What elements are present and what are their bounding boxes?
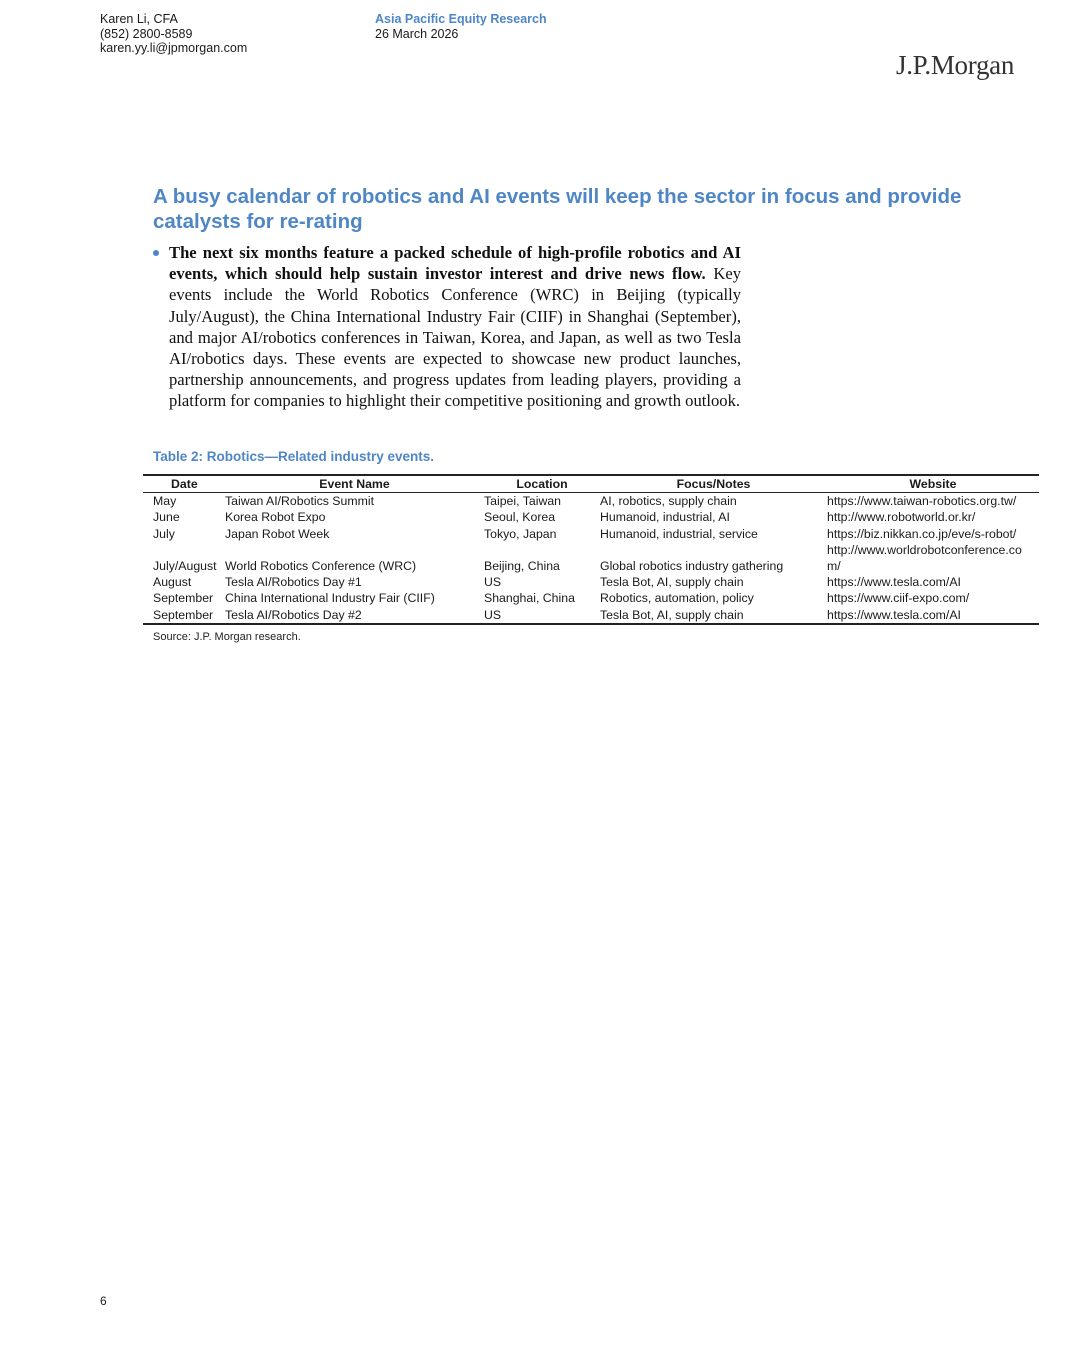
cell-event-name xyxy=(225,542,484,558)
cell-website[interactable]: m/ xyxy=(827,559,841,574)
events-table xyxy=(143,474,1039,625)
cell-focus: Humanoid, industrial, AI xyxy=(600,510,730,525)
cell-website[interactable]: https://biz.nikkan.co.jp/eve/s-robot/ xyxy=(827,526,1017,541)
table-header-row xyxy=(143,476,1039,492)
table-bottom-rule xyxy=(143,623,1039,625)
cell-focus: Global robotics industry gathering xyxy=(600,559,784,574)
cell-focus: Robotics, automation, policy xyxy=(600,591,754,606)
bullet-lead: The next six months feature a packed schedule of high-profile robotics and AI events, which should help sustain investor interest and drive news flow. xyxy=(169,243,741,284)
cell-date: August xyxy=(153,575,192,590)
table-row xyxy=(143,526,1039,542)
cell-event-name: Taiwan AI/Robotics Summit xyxy=(225,494,374,509)
cell-event-name: Tesla AI/Robotics Day #1 xyxy=(225,575,362,590)
report-title: Asia Pacific Equity Research xyxy=(375,12,547,26)
header-website: Website xyxy=(909,477,957,491)
author-phone: (852) 2800-8589 xyxy=(100,26,193,41)
cell-event-name: China International Industry Fair (CIIF) xyxy=(225,591,435,606)
author-block xyxy=(100,12,247,56)
cell-website[interactable]: https://www.tesla.com/AI xyxy=(827,575,961,590)
cell-website[interactable]: http://www.worldrobotconference.co xyxy=(827,542,1022,557)
report-block xyxy=(375,12,547,41)
table-row xyxy=(143,542,1039,558)
cell-event-name: World Robotics Conference (WRC) xyxy=(225,559,417,574)
bullet-icon xyxy=(153,250,159,256)
cell-website[interactable]: https://www.tesla.com/AI xyxy=(827,607,961,622)
cell-website[interactable]: https://www.ciif-expo.com/ xyxy=(827,591,970,606)
cell-event-name: Japan Robot Week xyxy=(225,526,330,541)
author-name: Karen Li, CFA xyxy=(100,12,178,26)
table-row xyxy=(143,493,1039,509)
cell-location: US xyxy=(484,607,502,622)
table-row xyxy=(143,590,1039,606)
bullet-body: Key events include the World Robotics Conference (WRC) in Beijing (typically July/August), the China International Industry Fair (CIIF) in Shanghai (September), and major AI/robotics conferences in Taiwan, Korea, and Japan, as well as two Tesla AI/robotics days. These events are expected to showcase new product launches, partnership announcements, and progress updates from leading players, providing a platform for companies to highlight their competitive positioning and growth outlook. xyxy=(169,264,741,411)
cell-focus: AI, robotics, supply chain xyxy=(600,494,737,509)
cell-date: May xyxy=(153,494,177,509)
cell-date: September xyxy=(153,607,214,622)
cell-date: July xyxy=(153,526,175,541)
cell-date: June xyxy=(153,510,180,525)
table-row xyxy=(143,509,1039,525)
cell-location xyxy=(484,542,600,558)
cell-focus xyxy=(600,542,827,558)
cell-focus: Humanoid, industrial, service xyxy=(600,526,758,541)
section-headline: A busy calendar of robotics and AI events will keep the sector in focus and provide catalysts for re-rating xyxy=(153,185,962,233)
table-row xyxy=(143,558,1039,574)
cell-focus: Tesla Bot, AI, supply chain xyxy=(600,607,744,622)
cell-focus: Tesla Bot, AI, supply chain xyxy=(600,575,744,590)
header-date: Date xyxy=(171,477,198,491)
cell-location: Shanghai, China xyxy=(484,591,575,606)
cell-location: Beijing, China xyxy=(484,559,560,574)
page-number: 6 xyxy=(100,1294,107,1308)
table-source: Source: J.P. Morgan research. xyxy=(153,631,301,643)
cell-event-name: Tesla AI/Robotics Day #2 xyxy=(225,607,362,622)
table-caption: Table 2: Robotics—Related industry events. xyxy=(153,449,435,464)
cell-location: US xyxy=(484,575,502,590)
bullet-paragraph xyxy=(169,242,741,412)
header-event-name: Event Name xyxy=(319,477,390,491)
table-row xyxy=(143,574,1039,590)
cell-location: Seoul, Korea xyxy=(484,510,556,525)
header-location: Location xyxy=(516,477,568,491)
report-date: 26 March 2026 xyxy=(375,26,459,41)
cell-event-name: Korea Robot Expo xyxy=(225,510,326,525)
table-row xyxy=(143,607,1039,623)
cell-website[interactable]: http://www.robotworld.or.kr/ xyxy=(827,510,976,525)
cell-website[interactable]: https://www.taiwan-robotics.org.tw/ xyxy=(827,494,1017,509)
cell-date: September xyxy=(153,591,214,606)
author-email[interactable]: karen.yy.li@jpmorgan.com xyxy=(100,41,248,55)
jpmorgan-logo: J.P.Morgan xyxy=(896,50,1015,80)
cell-location: Taipei, Taiwan xyxy=(484,494,562,509)
cell-date xyxy=(143,542,225,558)
cell-date: July/August xyxy=(153,559,217,574)
header-focus-notes: Focus/Notes xyxy=(676,477,751,491)
cell-location: Tokyo, Japan xyxy=(484,526,557,541)
